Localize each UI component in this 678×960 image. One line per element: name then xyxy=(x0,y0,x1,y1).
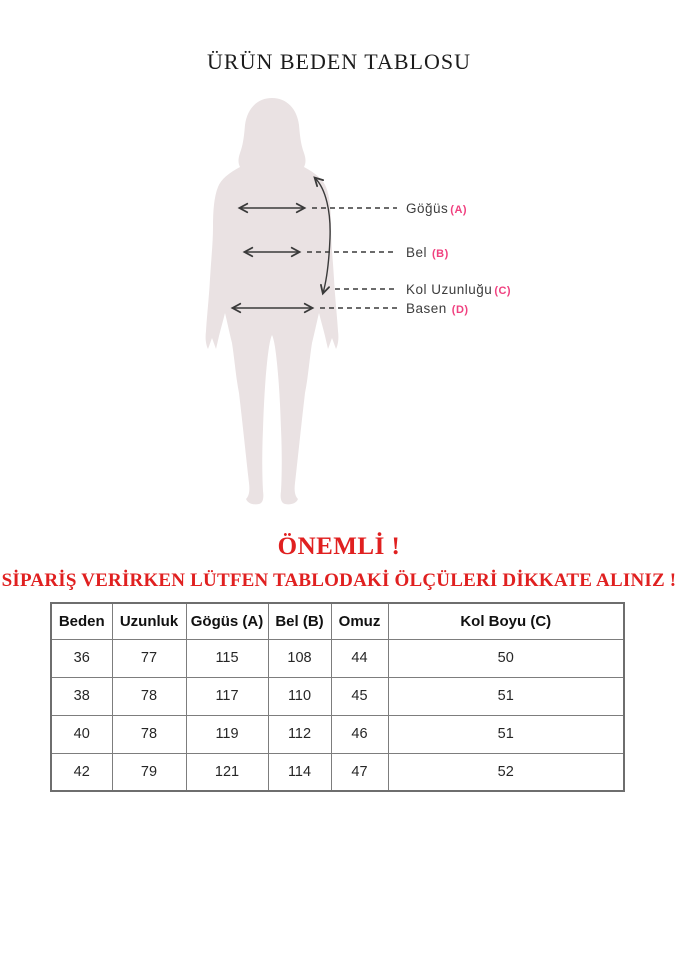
label-kol-uzunlugu-text: Kol Uzunluğu xyxy=(406,282,493,297)
cell-beden: 40 xyxy=(51,715,112,753)
cell-beden: 42 xyxy=(51,753,112,791)
size-table xyxy=(50,602,625,792)
cell-uzunluk: 77 xyxy=(112,639,186,677)
label-basen xyxy=(406,300,469,318)
cell-omuz: 46 xyxy=(331,715,388,753)
label-bel xyxy=(406,244,449,262)
cell-omuz: 47 xyxy=(331,753,388,791)
cell-kol-boyu: 52 xyxy=(388,753,624,791)
table-row xyxy=(51,753,624,791)
page-title: ÜRÜN BEDEN TABLOSU xyxy=(207,49,471,74)
cell-gogus: 117 xyxy=(186,677,268,715)
cell-uzunluk: 79 xyxy=(112,753,186,791)
cell-kol-boyu: 51 xyxy=(388,715,624,753)
cell-kol-boyu: 50 xyxy=(388,639,624,677)
col-header-omuz: Omuz xyxy=(331,603,388,639)
col-header-uzunluk: Uzunluk xyxy=(112,603,186,639)
label-gogus-text: Göğüs xyxy=(406,201,449,216)
table-row xyxy=(51,639,624,677)
cell-beden: 38 xyxy=(51,677,112,715)
cell-bel: 108 xyxy=(268,639,331,677)
label-bel-text: Bel xyxy=(406,245,428,260)
col-header-beden: Beden xyxy=(51,603,112,639)
cell-bel: 114 xyxy=(268,753,331,791)
col-header-gogus: Gögüs (A) xyxy=(186,603,268,639)
cell-uzunluk: 78 xyxy=(112,677,186,715)
table-row xyxy=(51,715,624,753)
cell-gogus: 121 xyxy=(186,753,268,791)
cell-bel: 112 xyxy=(268,715,331,753)
col-header-bel: Bel (B) xyxy=(268,603,331,639)
cell-bel: 110 xyxy=(268,677,331,715)
cell-kol-boyu: 51 xyxy=(388,677,624,715)
cell-gogus: 115 xyxy=(186,639,268,677)
important-heading: ÖNEMLİ ! xyxy=(277,533,401,560)
warning-text: SİPARİŞ VERİRKEN LÜTFEN TABLODAKİ ÖLÇÜLERİ DİKKATE ALINIZ ! xyxy=(1,570,677,591)
label-gogus-code: (A) xyxy=(450,204,468,216)
cell-beden: 36 xyxy=(51,639,112,677)
cell-omuz: 44 xyxy=(331,639,388,677)
cell-gogus: 119 xyxy=(186,715,268,753)
label-bel-code: (B) xyxy=(432,248,449,260)
sleeve-arrow xyxy=(315,178,330,293)
cell-uzunluk: 78 xyxy=(112,715,186,753)
col-header-kol-boyu: Kol Boyu (C) xyxy=(388,603,624,639)
label-kol-uzunlugu-code: (C) xyxy=(494,285,512,297)
label-basen-text: Basen xyxy=(406,301,447,316)
label-kol-uzunlugu xyxy=(406,281,511,299)
table-row xyxy=(51,677,624,715)
label-gogus xyxy=(406,200,467,218)
table-header-row xyxy=(51,603,624,639)
label-basen-code: (D) xyxy=(451,304,469,316)
cell-omuz: 45 xyxy=(331,677,388,715)
